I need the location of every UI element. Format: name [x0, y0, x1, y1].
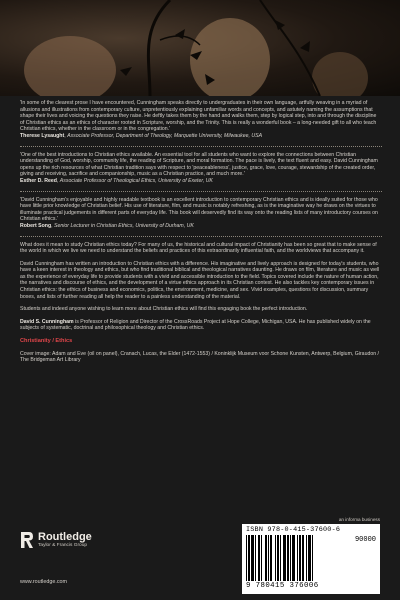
- barcode-bar: [280, 535, 281, 581]
- isbn-label: ISBN 978-0-415-37600-6: [246, 526, 341, 534]
- endorsement-attribution: Esther D. Reed, Associate Professor of Theological Ethics, University of Exeter, UK: [20, 177, 213, 184]
- barcode-bar: [246, 535, 247, 581]
- endorsement-attribution: Therese Lysaught, Associate Professor, Department of Theology, Marquette University, Milwaukee, USA: [20, 132, 263, 139]
- publisher-group: Taylor & Francis Group: [38, 543, 88, 548]
- cover-image-credit: Cover image: Adam and Eve (oil on panel), Cranach, Lucas, the Elder (1472-1553) / Koninklijk Museum voor Schone Kunsten, Antwerp, Belgium, Giraudon / The Bridgeman Art Library: [20, 350, 379, 364]
- barcode-bar: [255, 535, 256, 581]
- back-cover-text: [20, 100, 382, 364]
- barcode-bar: [248, 535, 250, 581]
- barcode-bar: [283, 535, 286, 581]
- publisher-url[interactable]: www.routledge.com: [20, 579, 68, 585]
- description-paragraph: Students and indeed anyone wishing to learn more about Christian ethics will find this engaging book the perfect introduction.: [20, 306, 308, 313]
- barcode-bar: [308, 535, 311, 581]
- back-cover-footer: [0, 515, 400, 600]
- barcode-bar: [277, 535, 279, 581]
- price-code: 90000: [354, 536, 376, 544]
- subject-category: Christianity / Ethics: [20, 338, 73, 345]
- barcode-bar: [268, 535, 269, 581]
- publisher-wordmark: [38, 531, 92, 549]
- barcode-bar: [275, 535, 276, 581]
- barcode-bar: [287, 535, 289, 581]
- endorser-title: Senior Lecturer in Christian Ethics, University of Durham, UK: [54, 222, 194, 229]
- endorser-title: Associate Professor of Theological Ethics, University of Exeter, UK: [59, 177, 213, 184]
- description-paragraph: What does it mean to study Christian ethics today? For many of us, the historical and cultural impact of Christianity has been so great that to make sense of the world in which we live we need to understand the beliefs and practices of this extraordinarily influential faith, and the worldviews that accompany it.: [20, 241, 377, 255]
- endorsement-text: 'In some of the clearest prose I have encountered, Cunningham speaks directly to undergraduates in their own language, artfully weaving in a myriad of allusions and illustrations from contemporary culture, unpretentiously explaining unfamiliar words and concepts, and astutely naming the assumptions that shape their lives and voicing the questions they raise. He deftly takes them by the hand and walks them, step by logical step, into and through the discipline of Christian ethics as an ethics of character rooted in Scripture, worship, and the Trinity. This is really a wonderful book – a long-needed gift to all who teach Christian ethics, whether in the classroom or in the congregation.': [20, 100, 377, 133]
- endorsement-quote: [20, 100, 382, 140]
- informa-tagline: an informa business: [338, 517, 380, 522]
- barcode-bar: [299, 535, 301, 581]
- barcode-bar: [261, 535, 262, 581]
- endorsement-quote: [20, 197, 382, 230]
- barcode-bar: [270, 535, 272, 581]
- cover-painting-detail: [0, 0, 400, 96]
- endorser-name: Robert Song: [20, 222, 52, 229]
- publisher-logo: [20, 531, 92, 549]
- endorsement-quote: [20, 152, 382, 185]
- divider: [20, 146, 382, 147]
- routledge-r-icon: [20, 531, 34, 549]
- barcode-digits: 9 780415 376006: [246, 582, 319, 590]
- barcode-bar: [258, 535, 260, 581]
- barcode-bar: [306, 535, 307, 581]
- author-bio: [20, 319, 382, 332]
- author-bio-text: is Professor of Religion and Director of the CrossRoads Project at Hope College, Michigan, USA. He has published widely on the subjects of systematic, doctrinal and philosophical theology and Christian ethics.: [20, 318, 371, 332]
- endorsement-text: 'One of the best introductions to Christian ethics available. An essential tool for all students who want to explore the connections between Christian understanding of God, worship, community life, the reading of Scripture, and moral formation. The pace is lively, the text fluent and easy. David Cunningham opens up the rich resources of what Christian tradition says with respect to 'peaceableness', justice, grace, love, courage, stewardship of the created order, giving and receiving, sacrifice and companionship, music as a Christian practice, and much more.': [20, 151, 378, 178]
- divider: [20, 236, 382, 237]
- endorser-name: Esther D. Reed: [20, 177, 57, 184]
- barcode-bar: [312, 535, 313, 581]
- barcode-bar: [265, 535, 267, 581]
- barcode-bar: [297, 535, 298, 581]
- endorser-name: Therese Lysaught: [20, 132, 65, 139]
- divider: [20, 191, 382, 192]
- description-paragraph: David Cunningham has written an introduction to Christian ethics with a difference. His imaginative and lively approach is designed for today's students, who have a keen interest in theology and ethics, but who find traditional biblical and theological narratives daunting. He draws on film, literature and music as well as the experience of everyday life to provide students with a vivid and accessible introduction to the field. Topics covered include the nature of human action, the narratives and discourse of ethics, and the development of a virtue ethics approach in its Christian context. He also tackles key contemporary issues in Christian ethics: the ethics of business and economics, politics, the environment, medicine, and sex. Vivid examples, questions for discussion, summary boxes, and lists of further reading all help the reader to a painless understanding of the material.: [20, 260, 380, 300]
- barcode-bars: [246, 535, 342, 581]
- barcode-bar: [302, 535, 304, 581]
- author-name: David S. Cunningham: [20, 318, 74, 325]
- cover-painting-svg: [0, 0, 400, 96]
- publisher-name: Routledge: [38, 531, 92, 543]
- endorser-title: Associate Professor, Department of Theology, Marquette University, Milwaukee, USA: [67, 132, 263, 139]
- endorsement-attribution: Robert Song, Senior Lecturer in Christian Ethics, University of Durham, UK: [20, 222, 194, 229]
- barcode-bar: [292, 535, 295, 581]
- barcode-bar: [290, 535, 291, 581]
- barcode-bar: [251, 535, 254, 581]
- isbn-barcode: [242, 524, 380, 594]
- endorsement-text: 'David Cunningham's enjoyable and highly readable textbook is an excellent introduction to contemporary Christian ethics and is ideally suited for those who have little prior knowledge of Christian belief. His use of literature, film, and music is notably refreshing, as is the imaginative way he draws on the virtues to illuminate practical judgements in different parts of everyday life. This book will deservedly find its way onto the reading lists of many introductory courses on Christian ethics.': [20, 196, 378, 223]
